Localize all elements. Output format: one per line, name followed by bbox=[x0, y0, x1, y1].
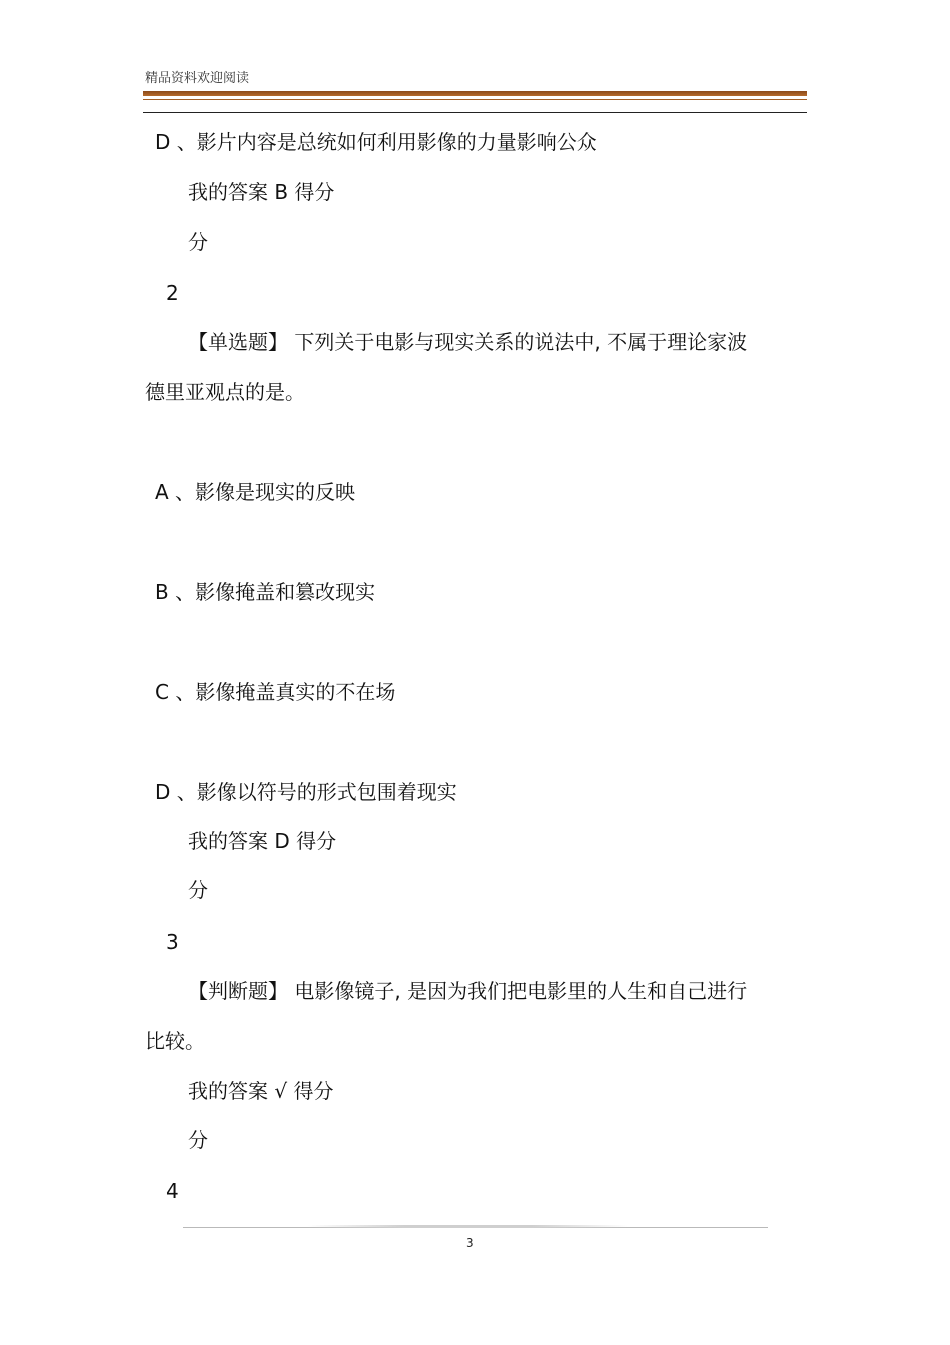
footer-rule-shade bbox=[308, 1225, 628, 1228]
q2-number: 2 bbox=[166, 281, 179, 305]
q2-question-line1: 【单选题】 下列关于电影与现实关系的说法中, 不属于理论家波 bbox=[188, 330, 748, 354]
q2-score: 分 bbox=[188, 878, 208, 902]
header-rule-thick bbox=[143, 91, 807, 96]
page-header-title: 精品资料欢迎阅读 bbox=[145, 71, 250, 86]
q4-number: 4 bbox=[166, 1179, 179, 1203]
page-number: 3 bbox=[466, 1236, 474, 1250]
q1-score: 分 bbox=[188, 230, 208, 254]
q2-question-line2: 德里亚观点的是。 bbox=[145, 380, 305, 404]
q2-option-c: C 、影像掩盖真实的不在场 bbox=[155, 680, 396, 704]
q3-number: 3 bbox=[166, 930, 179, 954]
q1-answer: 我的答案 B 得分 bbox=[188, 180, 335, 204]
q3-answer: 我的答案 √ 得分 bbox=[188, 1079, 334, 1103]
q2-option-d: D 、影像以符号的形式包围着现实 bbox=[155, 780, 457, 804]
q3-score: 分 bbox=[188, 1128, 208, 1152]
header-rule-thin bbox=[143, 99, 807, 100]
header-rule-black bbox=[143, 112, 807, 113]
q3-question-line1: 【判断题】 电影像镜子, 是因为我们把电影里的人生和自己进行 bbox=[188, 979, 748, 1003]
q2-option-a: A 、影像是现实的反映 bbox=[155, 480, 356, 504]
q1-option-d: D 、影片内容是总统如何利用影像的力量影响公众 bbox=[155, 130, 597, 154]
q2-answer: 我的答案 D 得分 bbox=[188, 829, 337, 853]
q2-option-b: B 、影像掩盖和篡改现实 bbox=[155, 580, 376, 604]
q3-question-line2: 比较。 bbox=[145, 1029, 205, 1053]
